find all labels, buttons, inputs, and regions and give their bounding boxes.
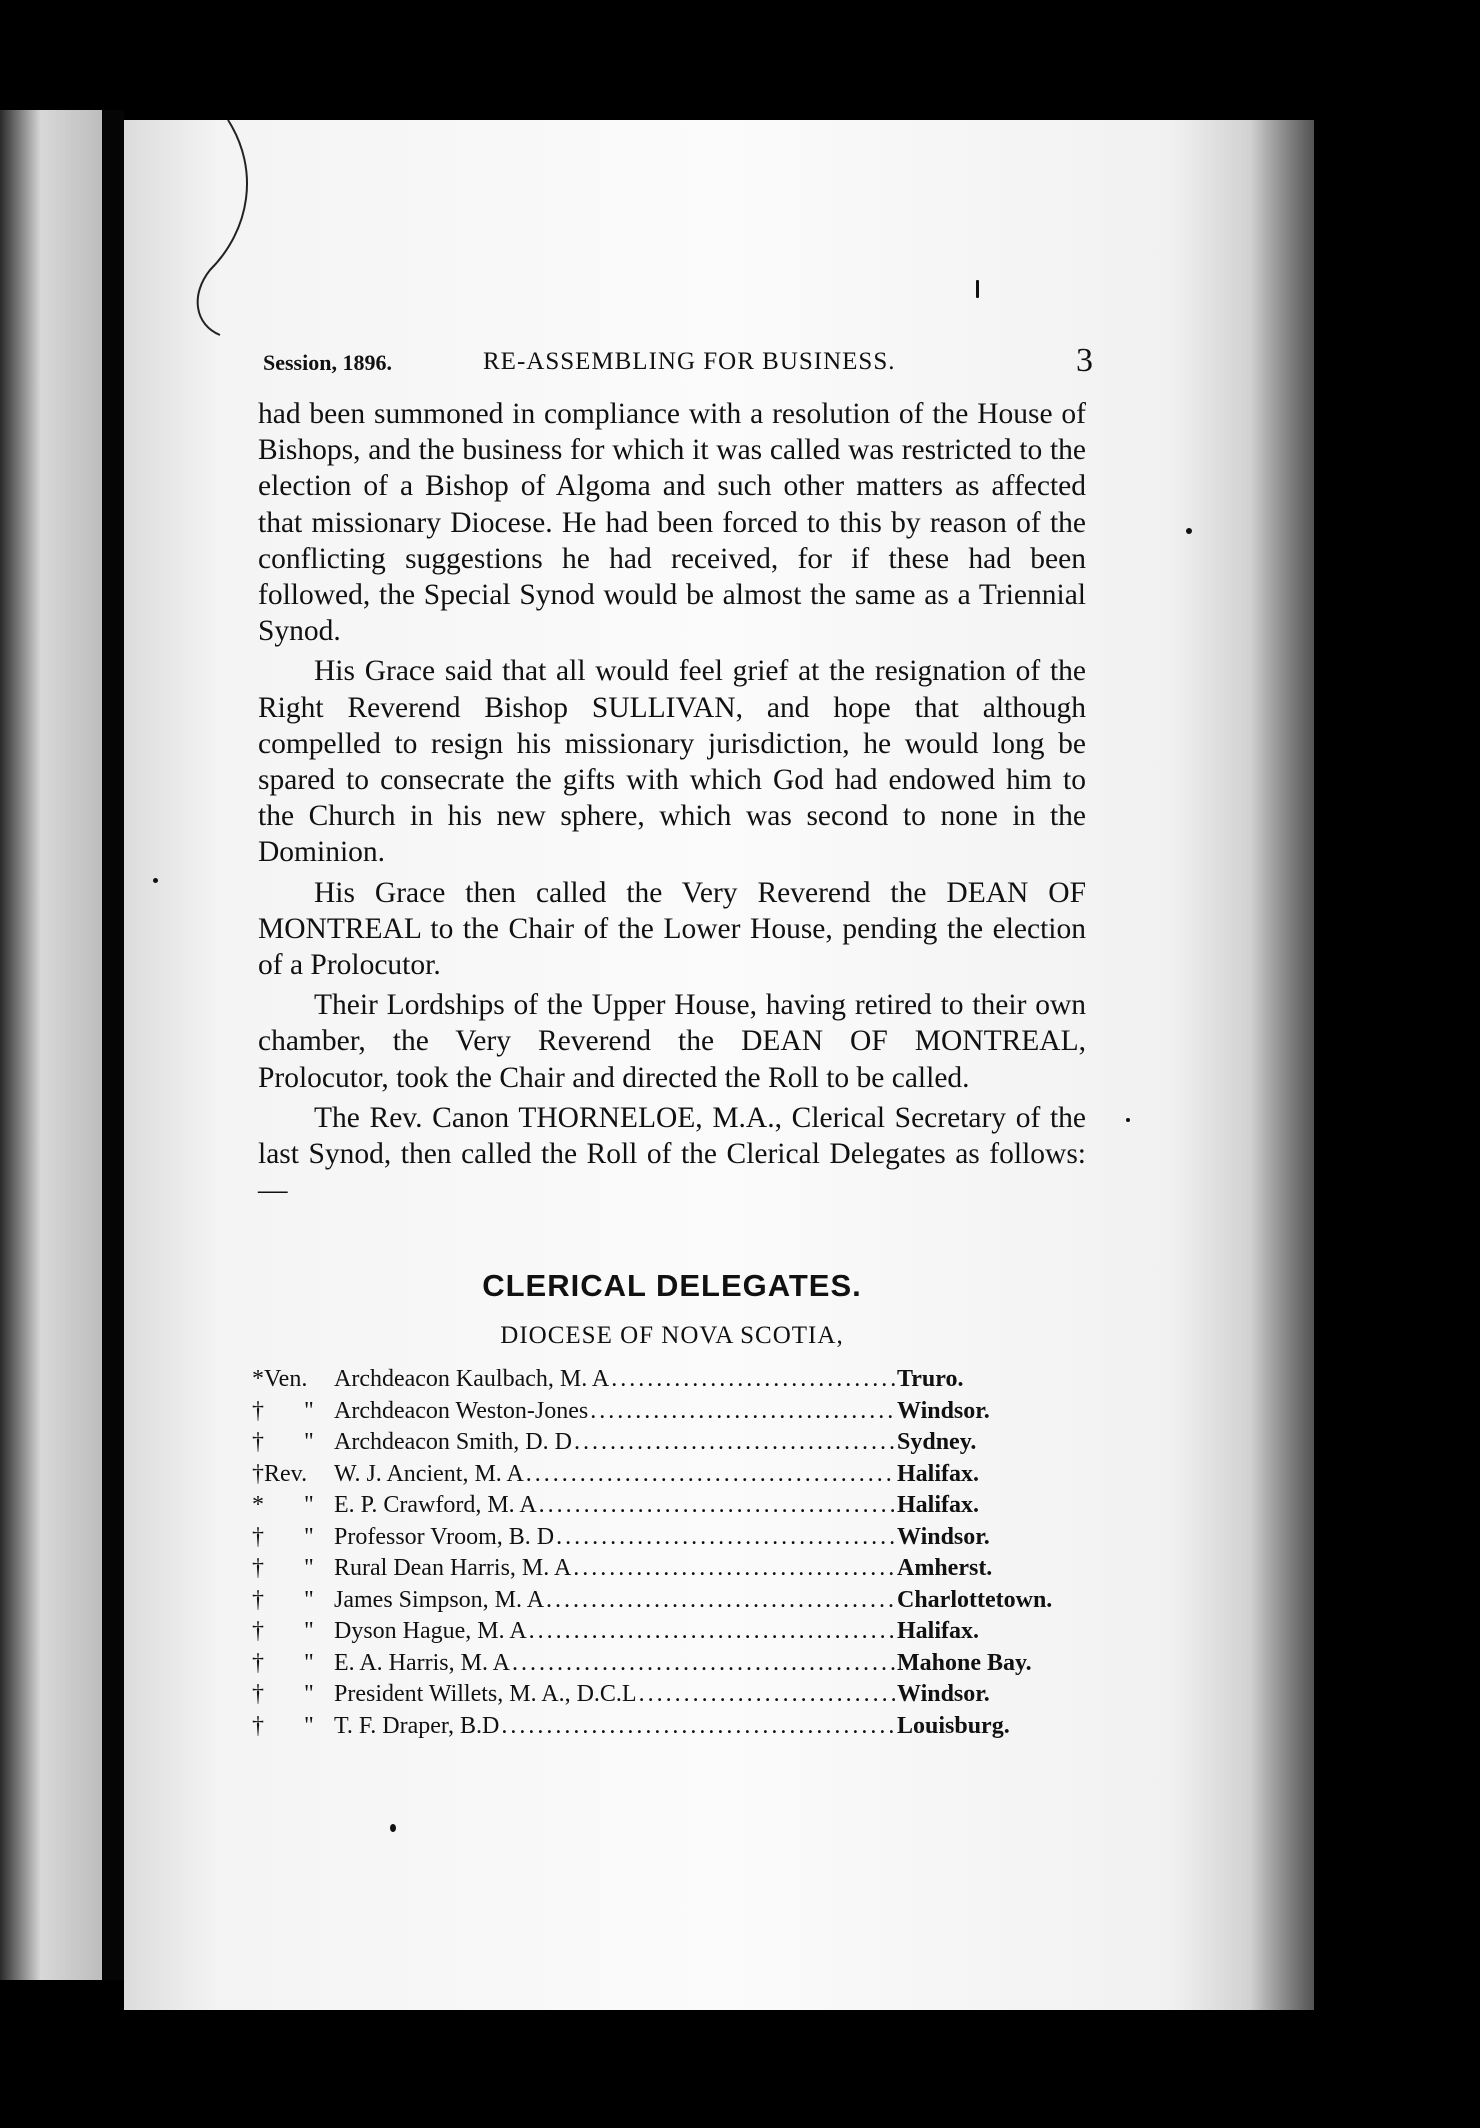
- roll-row: [252, 1366, 1082, 1398]
- delegate-name: President Willets, M. A., D.C.L: [334, 1681, 637, 1707]
- ink-speck: [153, 878, 158, 883]
- paragraph: had been summoned in compliance with a resolution of the House of Bishops, and the business for which it was called was restricted to the election of a Bishop of Algoma and such other matters as affected that missionary Diocese. He had been forced to this by reason of the conflicting suggestions he had received, for if these had been followed, the Special Synod would be almost the same as a Triennial Synod.: [258, 398, 1086, 648]
- dot-leader: [512, 1650, 895, 1677]
- roll-row: [252, 1461, 1082, 1493]
- roll-row: [252, 1618, 1082, 1650]
- delegate-place: Windsor.: [897, 1681, 990, 1707]
- delegate-name: Archdeacon Weston-Jones: [334, 1397, 589, 1424]
- roll-mark: †: [252, 1712, 264, 1739]
- paragraph: The Rev. Canon THORNELOE, M.A., Clerical Secretary of the last Synod, then called the Roll of the Clerical Delegates as follows:—: [258, 1101, 1086, 1207]
- ink-speck: [1126, 1118, 1130, 1122]
- roll-mark: †: [252, 1618, 264, 1644]
- dot-leader: [546, 1587, 895, 1614]
- roll-mark: †Rev.: [252, 1460, 308, 1487]
- roll-mark: *Ven.: [252, 1366, 308, 1392]
- delegate-place: Windsor.: [897, 1523, 990, 1550]
- roll-mark: †: [252, 1649, 264, 1676]
- adjacent-page-edge: [0, 110, 102, 1980]
- paragraph: His Grace said that all would feel grief at the resignation of the Right Reverend Bishop SULLIVAN, and hope that although compelled to resign his missionary jurisdiction, he would long be spared to consecrate the gifts with which God had endowed him to the Church in his new sphere, which was second to none in the Dominion.: [258, 655, 1086, 869]
- diocese-subheading: DIOCESE OF NOVA SCOTIA,: [500, 1322, 844, 1349]
- dot-leader: [529, 1618, 895, 1645]
- dot-leader: [574, 1429, 895, 1456]
- ditto-mark: ": [304, 1681, 314, 1707]
- dot-leader: [573, 1555, 895, 1582]
- paragraph: His Grace then called the Very Reverend the DEAN OF MONTREAL to the Chair of the Lower House, pending the election of a Prolocutor.: [258, 876, 1086, 982]
- delegate-name: Dyson Hague, M. A: [334, 1618, 527, 1644]
- delegate-name: W. J. Ancient, M. A: [334, 1460, 524, 1487]
- roll-row: [252, 1713, 1082, 1745]
- ditto-mark: ": [304, 1492, 314, 1518]
- paragraph: Their Lordships of the Upper House, having retired to their own chamber, the Very Reverend the DEAN OF MONTREAL, Prolocutor, took the Chair and directed the Roll to be called.: [258, 989, 1086, 1094]
- dot-leader: [611, 1366, 895, 1393]
- delegate-place: Charlottetown.: [897, 1586, 1053, 1613]
- ditto-mark: ": [304, 1397, 314, 1424]
- dot-leader: [639, 1681, 895, 1708]
- delegate-name: Professor Vroom, B. D: [334, 1523, 555, 1550]
- dot-leader: [501, 1713, 895, 1740]
- delegate-name: Rural Dean Harris, M. A: [334, 1555, 572, 1581]
- dot-leader: [556, 1524, 895, 1551]
- roll-mark: †: [252, 1523, 264, 1550]
- roll-mark: †: [252, 1681, 264, 1707]
- roll-row: [252, 1681, 1082, 1713]
- delegate-place: Halifax.: [897, 1618, 979, 1644]
- delegate-roll: [252, 1366, 1082, 1744]
- roll-row: [252, 1398, 1082, 1430]
- delegate-name: E. P. Crawford, M. A: [334, 1492, 537, 1518]
- roll-mark: *: [252, 1492, 264, 1518]
- running-head: [263, 342, 1093, 386]
- ditto-mark: ": [304, 1555, 314, 1581]
- delegate-place: Sydney.: [897, 1429, 977, 1455]
- delegate-name: Archdeacon Smith, D. D: [334, 1429, 572, 1455]
- roll-mark: †: [252, 1586, 264, 1613]
- delegate-place: Mahone Bay.: [897, 1649, 1032, 1676]
- ditto-mark: ": [304, 1429, 314, 1455]
- ink-speck: [976, 280, 979, 298]
- ditto-mark: ": [304, 1712, 314, 1739]
- dot-leader: [590, 1398, 895, 1425]
- delegate-place: Windsor.: [897, 1397, 990, 1424]
- delegate-name: Archdeacon Kaulbach, M. A: [334, 1366, 610, 1392]
- roll-row: [252, 1524, 1082, 1556]
- book-binding-gutter: [102, 110, 124, 1980]
- dot-leader: [539, 1492, 895, 1519]
- roll-row: [252, 1587, 1082, 1619]
- roll-row: [252, 1650, 1082, 1682]
- section-heading: CLERICAL DELEGATES.: [482, 1268, 862, 1303]
- page-edge-shadow: [1250, 120, 1314, 2010]
- delegate-name: James Simpson, M. A: [334, 1586, 545, 1613]
- delegate-name: E. A. Harris, M. A: [334, 1649, 510, 1676]
- roll-mark: †: [252, 1555, 264, 1581]
- delegate-place: Amherst.: [897, 1555, 993, 1581]
- paper-curl-mark: [190, 110, 270, 340]
- session-label: Session, 1896.: [263, 350, 392, 375]
- delegate-place: Halifax.: [897, 1460, 979, 1487]
- roll-row: [252, 1555, 1082, 1587]
- delegate-place: Louisburg.: [897, 1712, 1010, 1739]
- ditto-mark: ": [304, 1649, 314, 1676]
- page-number: 3: [1076, 342, 1093, 379]
- ink-speck: [390, 1824, 396, 1832]
- dot-leader: [526, 1461, 895, 1488]
- ditto-mark: ": [304, 1618, 314, 1644]
- ink-speck: [1186, 528, 1192, 534]
- roll-row: [252, 1429, 1082, 1461]
- roll-mark: †: [252, 1429, 264, 1455]
- body-text: [258, 396, 1086, 1212]
- ditto-mark: ": [304, 1523, 314, 1550]
- delegate-place: Truro.: [897, 1366, 964, 1392]
- running-title: RE-ASSEMBLING FOR BUSINESS.: [483, 348, 896, 375]
- delegate-name: T. F. Draper, B.D: [334, 1712, 500, 1739]
- ditto-mark: ": [304, 1586, 314, 1613]
- roll-row: [252, 1492, 1082, 1524]
- roll-mark: †: [252, 1397, 264, 1424]
- delegate-place: Halifax.: [897, 1492, 979, 1518]
